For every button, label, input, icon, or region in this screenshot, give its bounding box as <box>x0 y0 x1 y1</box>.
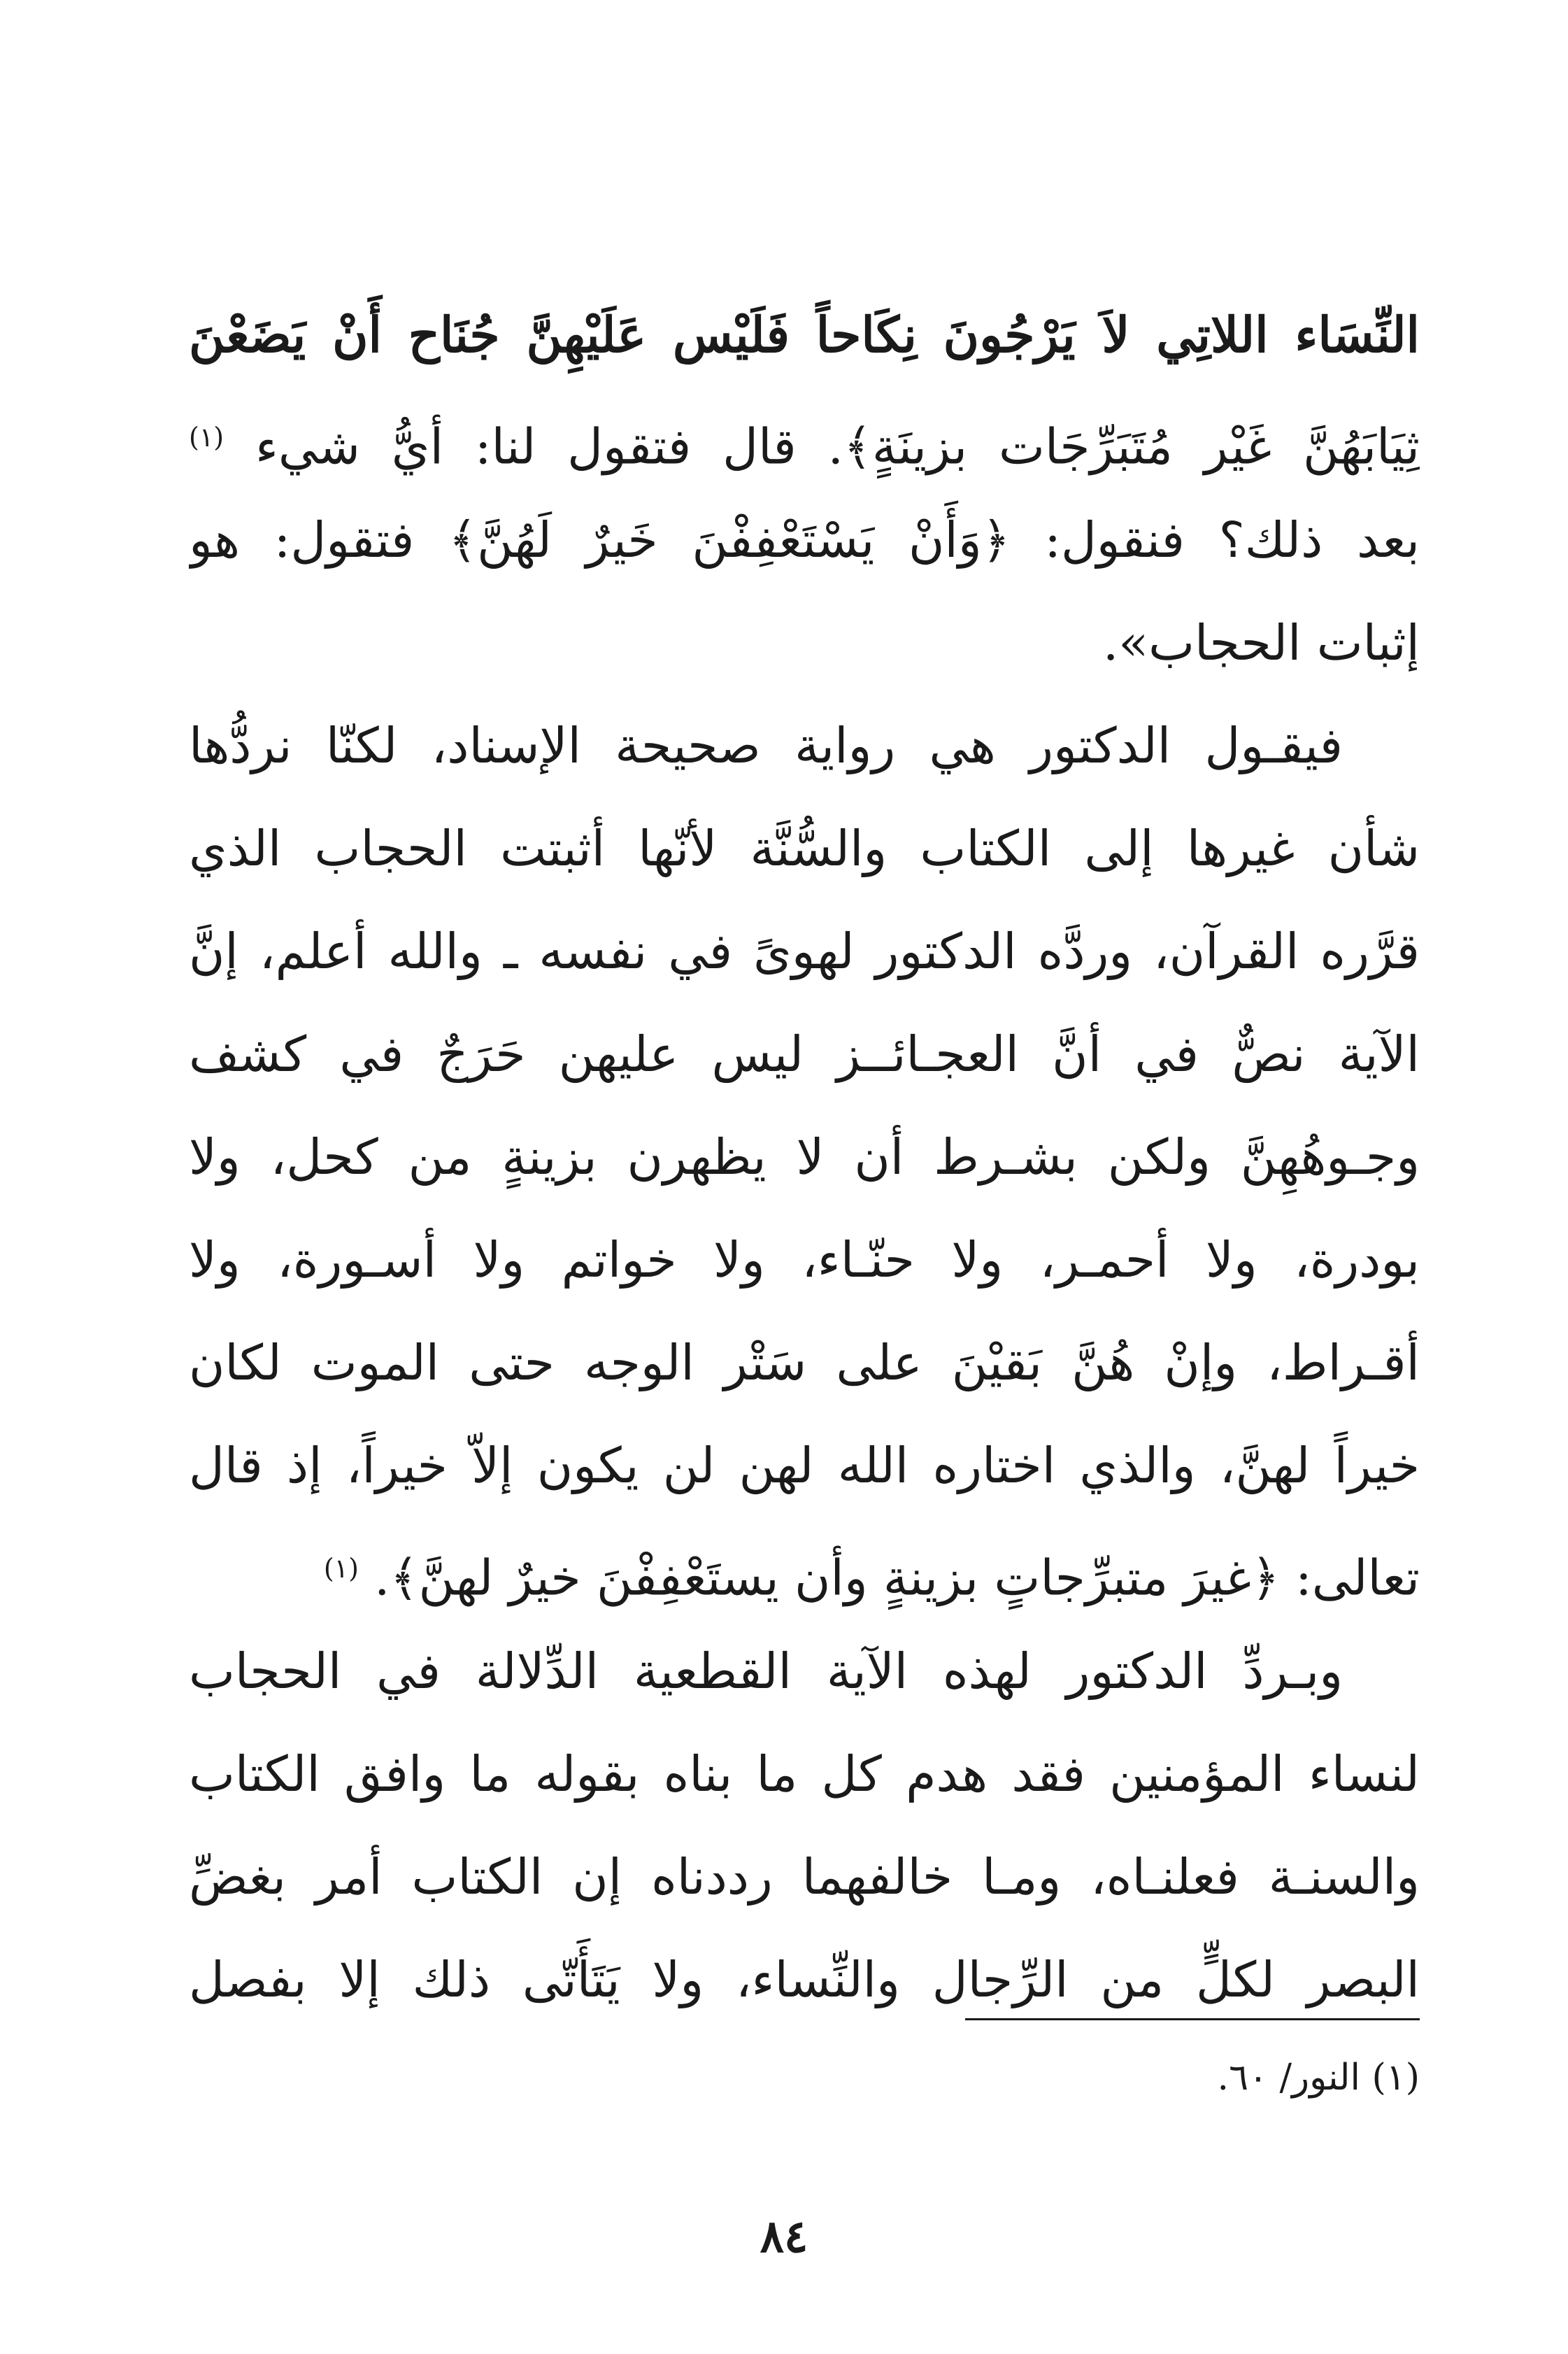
text-line: لنساء المؤمنين فقد هدم كل ما بناه بقوله ما وافق الكتاب <box>189 1745 1420 1803</box>
text-line: بعد ذلك؟ فنقول: ﴿وَأَنْ يَسْتَعْفِفْنَ خَيرٌ لَهُنَّ﴾ فتقول: هو <box>189 511 1420 569</box>
footnote-reference: (١) <box>189 422 224 453</box>
text-line: شأن غيرها إلى الكتاب والسُّنَّة لأنّها أثبتت الحجاب الذي <box>189 820 1420 877</box>
text-line-content: ثِيَابَهُنَّ غَيْر مُتَبَرِّجَات بزينَةٍ﴾. قال فتقول لنا: أيُّ شيء <box>255 418 1420 476</box>
text-line: خيراً لهنَّ، والذي اختاره الله لهن لن يكون إلاّ خيراً، إذ قال <box>189 1437 1420 1494</box>
footnote-divider <box>965 2018 1420 2020</box>
page-number: ٨٤ <box>760 2211 808 2263</box>
text-line: الآية نصٌّ في أنَّ العجـائــز ليس عليهن حَرَجٌ في كشف <box>189 1026 1420 1083</box>
text-line: إثبات الحجاب». <box>1103 614 1420 672</box>
text-line: والسنـة فعلنـاه، ومـا خالفهما رددناه إن الكتاب أمر بغضِّ <box>189 1848 1420 1906</box>
paragraph-start-line: فيقـول الدكتور هي رواية صحيحة الإسناد، لكنّا نردُّها <box>189 717 1343 774</box>
footnote-reference: (١) <box>323 1553 359 1584</box>
text-line: البصر لكلٍّ من الرِّجال والنِّساء، ولا يَتَأَتّى ذلك إلا بفصل <box>189 1951 1420 2008</box>
text-line: أقـراط، وإنْ هُنَّ بَقيْنَ على سَتْر الوجه حتى الموت لكان <box>189 1334 1420 1391</box>
text-line: بودرة، ولا أحمـر، ولا حنّـاء، ولا خواتم ولا أسـورة، ولا <box>189 1231 1420 1289</box>
text-line: النِّسَاء اللاتِي لاَ يَرْجُونَ نِكَاحاً فَلَيْس عَلَيْهِنَّ جُنَاح أَنْ يَضَعْنَ <box>189 306 1420 364</box>
text-line: قرَّره القرآن، وردَّه الدكتور لهوىً في نفسه ـ والله أعلم، إنَّ <box>189 923 1420 980</box>
text-line: وجـوهُهِنَّ ولكن بشـرط أن لا يظهرن بزينةٍ من كحل، ولا <box>189 1128 1420 1186</box>
paragraph-start-line: وبـردِّ الدكتور لهذه الآية القطعية الدِّلالة في الحجاب <box>189 1643 1343 1700</box>
text-line-content: تعالى: ﴿غيرَ متبرِّجاتٍ بزينةٍ وأن يستَعْفِفْنَ خيرٌ لهنَّ﴾. <box>374 1549 1420 1607</box>
footnote: (١) النور/ ٦٠. <box>1217 2057 1420 2099</box>
text-line <box>189 1517 1420 1620</box>
text-line <box>189 386 1420 489</box>
body-text <box>189 283 1420 2032</box>
